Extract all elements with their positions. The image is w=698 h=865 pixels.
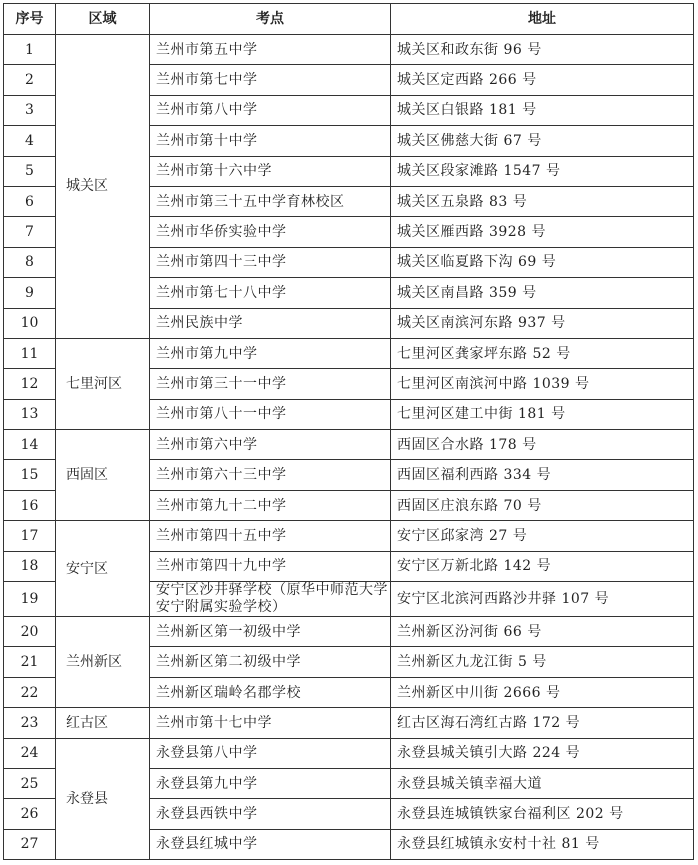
exam-site-cell: 兰州市第五中学 <box>150 35 391 65</box>
address-cell: 七里河区南滨河中路 1039 号 <box>391 369 694 399</box>
address-cell: 红古区海石湾红古路 172 号 <box>391 708 694 738</box>
exam-site-cell: 兰州市第十七中学 <box>150 708 391 738</box>
row-number: 24 <box>4 738 56 768</box>
address-cell: 城关区佛慈大街 67 号 <box>391 126 694 156</box>
table-header-row <box>4 4 694 35</box>
row-number: 19 <box>4 582 56 617</box>
exam-site-cell: 兰州市第四十五中学 <box>150 521 391 551</box>
address-cell: 城关区白银路 181 号 <box>391 95 694 125</box>
header-district: 区域 <box>56 4 150 35</box>
exam-site-table <box>3 3 694 860</box>
exam-site-cell: 兰州市华侨实验中学 <box>150 217 391 247</box>
address-cell: 城关区和政东街 96 号 <box>391 35 694 65</box>
exam-site-cell: 兰州市第三十五中学育林校区 <box>150 186 391 216</box>
address-cell: 安宁区万新北路 142 号 <box>391 551 694 581</box>
row-number: 2 <box>4 65 56 95</box>
row-number: 17 <box>4 521 56 551</box>
row-number: 4 <box>4 126 56 156</box>
exam-site-cell: 兰州市第四十三中学 <box>150 247 391 277</box>
row-number: 12 <box>4 369 56 399</box>
row-number: 11 <box>4 338 56 368</box>
exam-site-cell: 兰州市第六十三中学 <box>150 460 391 490</box>
address-cell: 城关区临夏路下沟 69 号 <box>391 247 694 277</box>
row-number: 5 <box>4 156 56 186</box>
row-number: 25 <box>4 768 56 798</box>
row-number: 10 <box>4 308 56 338</box>
exam-site-cell: 兰州市第八十一中学 <box>150 399 391 429</box>
row-number: 18 <box>4 551 56 581</box>
row-number: 27 <box>4 829 56 859</box>
exam-site-cell: 兰州民族中学 <box>150 308 391 338</box>
row-number: 6 <box>4 186 56 216</box>
row-number: 8 <box>4 247 56 277</box>
address-cell: 兰州新区九龙江街 5 号 <box>391 647 694 677</box>
exam-site-cell: 兰州市第六中学 <box>150 430 391 460</box>
address-cell: 七里河区建工中街 181 号 <box>391 399 694 429</box>
district-cell: 永登县 <box>56 738 150 860</box>
address-cell: 永登县城关镇引大路 224 号 <box>391 738 694 768</box>
row-number: 23 <box>4 708 56 738</box>
header-address: 地址 <box>391 4 694 35</box>
address-cell: 安宁区北滨河西路沙井驿 107 号 <box>391 582 694 617</box>
row-number: 16 <box>4 490 56 520</box>
header-no: 序号 <box>4 4 56 35</box>
row-number: 26 <box>4 799 56 829</box>
district-cell: 安宁区 <box>56 521 150 617</box>
district-cell: 西固区 <box>56 430 150 521</box>
table-row <box>4 617 694 647</box>
exam-site-cell: 永登县第八中学 <box>150 738 391 768</box>
address-cell: 西固区福利西路 334 号 <box>391 460 694 490</box>
exam-site-cell: 安宁区沙井驿学校（原华中师范大学安宁附属实验学校） <box>150 582 391 617</box>
address-cell: 城关区五泉路 83 号 <box>391 186 694 216</box>
district-cell: 兰州新区 <box>56 617 150 708</box>
row-number: 9 <box>4 278 56 308</box>
row-number: 3 <box>4 95 56 125</box>
table-row <box>4 338 694 368</box>
address-cell: 兰州新区中川街 2666 号 <box>391 677 694 707</box>
district-cell: 城关区 <box>56 35 150 339</box>
row-number: 21 <box>4 647 56 677</box>
address-cell: 七里河区龚家坪东路 52 号 <box>391 338 694 368</box>
row-number: 13 <box>4 399 56 429</box>
exam-site-cell: 兰州市第七中学 <box>150 65 391 95</box>
table-row <box>4 738 694 768</box>
exam-site-cell: 永登县第九中学 <box>150 768 391 798</box>
exam-site-cell: 兰州市第七十八中学 <box>150 278 391 308</box>
exam-site-cell: 兰州新区第二初级中学 <box>150 647 391 677</box>
address-cell: 城关区雁西路 3928 号 <box>391 217 694 247</box>
row-number: 15 <box>4 460 56 490</box>
address-cell: 城关区南昌路 359 号 <box>391 278 694 308</box>
exam-site-cell: 兰州市第九中学 <box>150 338 391 368</box>
table-body <box>4 35 694 860</box>
exam-site-cell: 兰州市第八中学 <box>150 95 391 125</box>
address-cell: 城关区南滨河东路 937 号 <box>391 308 694 338</box>
exam-site-cell: 永登县西铁中学 <box>150 799 391 829</box>
district-cell: 红古区 <box>56 708 150 738</box>
district-cell: 七里河区 <box>56 338 150 429</box>
exam-site-cell: 兰州市第十六中学 <box>150 156 391 186</box>
row-number: 22 <box>4 677 56 707</box>
address-cell: 城关区定西路 266 号 <box>391 65 694 95</box>
address-cell: 兰州新区汾河街 66 号 <box>391 617 694 647</box>
exam-site-cell: 永登县红城中学 <box>150 829 391 859</box>
row-number: 14 <box>4 430 56 460</box>
table-row <box>4 521 694 551</box>
header-site: 考点 <box>150 4 391 35</box>
exam-site-cell: 兰州市第十中学 <box>150 126 391 156</box>
row-number: 20 <box>4 617 56 647</box>
address-cell: 城关区段家滩路 1547 号 <box>391 156 694 186</box>
exam-site-cell: 兰州新区瑞岭名郡学校 <box>150 677 391 707</box>
row-number: 7 <box>4 217 56 247</box>
address-cell: 西固区庄浪东路 70 号 <box>391 490 694 520</box>
table-row <box>4 708 694 738</box>
table-row <box>4 430 694 460</box>
table-row <box>4 35 694 65</box>
address-cell: 永登县城关镇幸福大道 <box>391 768 694 798</box>
address-cell: 安宁区邱家湾 27 号 <box>391 521 694 551</box>
row-number: 1 <box>4 35 56 65</box>
address-cell: 西固区合水路 178 号 <box>391 430 694 460</box>
address-cell: 永登县连城镇铁家台福利区 202 号 <box>391 799 694 829</box>
exam-site-cell: 兰州新区第一初级中学 <box>150 617 391 647</box>
exam-site-cell: 兰州市第四十九中学 <box>150 551 391 581</box>
exam-site-cell: 兰州市第三十一中学 <box>150 369 391 399</box>
exam-site-cell: 兰州市第九十二中学 <box>150 490 391 520</box>
address-cell: 永登县红城镇永安村十社 81 号 <box>391 829 694 859</box>
